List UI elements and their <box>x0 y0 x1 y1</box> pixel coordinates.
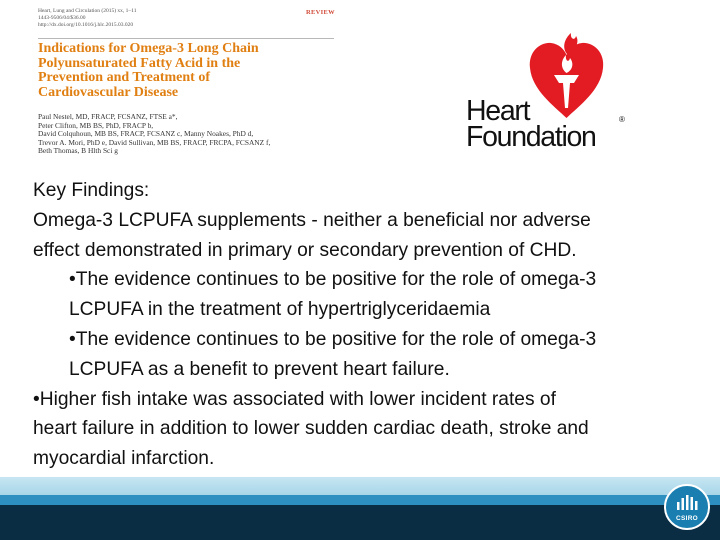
author-line: Peter Clifton, MB BS, PhD, FRACP b, <box>38 120 154 130</box>
csiro-label: CSIRO <box>675 515 699 522</box>
bullet-line: LCPUFA as a benefit to prevent heart failure. <box>69 358 450 380</box>
bullet-line: •The evidence continues to be positive for the role of omega-3 <box>69 269 597 291</box>
paper-thumbnail <box>30 0 340 162</box>
footer-band-mid <box>0 495 720 505</box>
paper-title-line: Indications for Omega-3 Long Chain <box>38 41 259 56</box>
section-label: REVIEW <box>306 9 335 16</box>
heart-foundation-logo <box>458 30 625 155</box>
paper-title <box>38 42 338 100</box>
csiro-bars-icon <box>676 494 700 514</box>
paper-title-line: Cardiovascular Disease <box>38 84 179 100</box>
bullet-line: LCPUFA in the treatment of hypertriglyceridaemia <box>69 299 491 321</box>
text-line: heart failure in addition to lower sudden cardiac death, stroke and <box>33 418 589 440</box>
text-line: Omega-3 LCPUFA supplements - neither a beneficial nor adverse <box>33 209 591 231</box>
logo-word: Heart <box>466 95 530 127</box>
text-line: myocardial infarction. <box>33 448 215 470</box>
csiro-logo <box>664 484 710 530</box>
footer-band-dark <box>0 505 720 540</box>
bullet-line: •The evidence continues to be positive for the role of omega-3 <box>69 328 597 350</box>
author-line: Trevor A. Mori, PhD e, David Sullivan, MB BS, FRACP, FRCPA, FCSANZ f, <box>38 137 271 147</box>
journal-line: http://dx.doi.org/10.1016/j.hlc.2015.03.020 <box>38 22 134 28</box>
key-findings <box>33 176 705 474</box>
author-line: Paul Nestel, MD, FRACP, FCSANZ, FTSE a*, <box>38 112 178 121</box>
paper-title-line: Prevention and Treatment of <box>38 70 211 85</box>
journal-line: 1443-9506/04/$36.00 <box>38 15 86 21</box>
paper-authors <box>38 113 340 156</box>
footer-band-light <box>0 477 720 495</box>
section-heading: Key Findings: <box>33 180 150 201</box>
bullet-line: •Higher fish intake was associated with lower incident rates of <box>33 388 556 410</box>
logo-word: Foundation <box>466 121 596 153</box>
registered-mark: ® <box>619 115 625 124</box>
paper-title-line: Polyunsaturated Fatty Acid in the <box>38 55 241 71</box>
logo-wordmark <box>466 95 596 153</box>
text-line: effect demonstrated in primary or secondary prevention of CHD. <box>33 239 577 261</box>
journal-line: Heart, Lung and Circulation (2015) xx, 1–11 <box>38 8 137 14</box>
divider <box>38 38 334 39</box>
author-line: David Colquhoun, MB BS, FRACP, FCSANZ c, Manny Noakes, PhD d, <box>38 129 254 139</box>
author-line: Beth Thomas, B Hlth Sci g <box>38 146 118 156</box>
journal-info <box>38 8 136 29</box>
